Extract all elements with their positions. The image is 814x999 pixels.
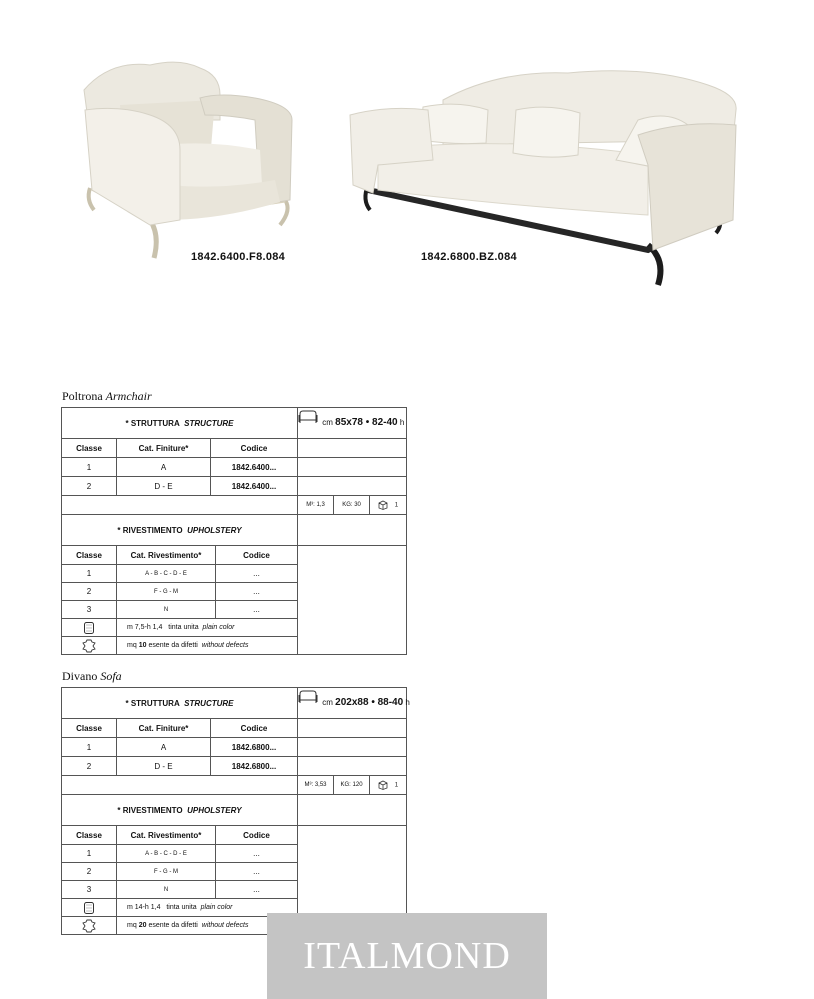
col-header-classe: Classe xyxy=(62,546,117,565)
table-row: 2 F - G - M ... xyxy=(62,863,407,881)
table-row: 3 N ... xyxy=(62,601,407,619)
leather-note: mq 20 esente da difetti without defects xyxy=(117,917,298,935)
sofa-code: 1842.6800.BZ.084 xyxy=(421,251,517,263)
sofa-image xyxy=(348,65,740,290)
col-header-cat: Cat. Finiture* xyxy=(117,719,211,738)
col-header-codice: Codice xyxy=(216,546,298,565)
table-row: 1 A 1842.6800... xyxy=(62,738,407,757)
table-row: 1 A - B - C - D - E ... xyxy=(62,845,407,863)
table-row: 3 N ... xyxy=(62,881,407,899)
leather-hide-icon xyxy=(82,639,96,653)
col-header-classe: Classe xyxy=(62,826,117,845)
boxes-count: 1 xyxy=(370,776,407,795)
table-row: 2 F - G - M ... xyxy=(62,583,407,601)
leather-note: mq 10 esente da difetti without defects xyxy=(117,637,298,655)
fabric-roll-icon xyxy=(83,621,95,635)
table-row: 1 A 1842.6400... xyxy=(62,458,407,477)
sofa-upholstery-header: * RIVESTIMENTO UPHOLSTERY xyxy=(62,795,298,826)
volume-m3: M³: 1,3 xyxy=(298,496,334,515)
table-row: 1 A - B - C - D - E ... xyxy=(62,565,407,583)
sofa-title-it: Divano xyxy=(62,669,98,683)
col-header-classe: Classe xyxy=(62,719,117,738)
armchair-section-title xyxy=(62,389,152,404)
armchair-code: 1842.6400.F8.084 xyxy=(191,251,286,263)
weight-kg: KG: 120 xyxy=(334,776,370,795)
sofa-section-title xyxy=(62,669,122,684)
armchair-spec-table xyxy=(61,407,406,655)
col-header-cat: Cat. Finiture* xyxy=(117,439,211,458)
brand-watermark: ITALMOND xyxy=(267,913,547,999)
armchair-image xyxy=(80,60,300,265)
table-row: 2 D - E 1842.6400... xyxy=(62,477,407,496)
armchair-title-it: Poltrona xyxy=(62,389,103,403)
fabric-roll-icon xyxy=(83,901,95,915)
box-icon xyxy=(378,780,388,790)
table-row: 2 D - E 1842.6800... xyxy=(62,757,407,776)
sofa-outline-icon xyxy=(298,690,318,704)
col-header-classe: Classe xyxy=(62,439,117,458)
armchair-upholstery-header: * RIVESTIMENTO UPHOLSTERY xyxy=(62,515,298,546)
col-header-cat-rivestimento: Cat. Rivestimento* xyxy=(117,826,216,845)
boxes-count: 1 xyxy=(370,496,407,515)
weight-kg: KG: 30 xyxy=(334,496,370,515)
box-icon xyxy=(378,500,388,510)
sofa-spec-table xyxy=(61,687,410,935)
armchair-dimensions: cm 85x78 • 82-40 h xyxy=(298,408,407,439)
volume-m3: M³: 3,53 xyxy=(298,776,334,795)
col-header-codice: Codice xyxy=(211,439,298,458)
leather-hide-icon xyxy=(82,919,96,933)
col-header-cat-rivestimento: Cat. Rivestimento* xyxy=(117,546,216,565)
col-header-codice: Codice xyxy=(211,719,298,738)
armchair-structure-header: * STRUTTURA STRUCTURE xyxy=(62,408,298,439)
col-header-codice: Codice xyxy=(216,826,298,845)
sofa-outline-icon xyxy=(298,410,318,424)
sofa-title-en: Sofa xyxy=(100,669,122,683)
fabric-note: m 7,5-h 1,4 tinta unita plain color xyxy=(117,619,298,637)
sofa-dimensions: cm 202x88 • 88-40 h xyxy=(298,688,407,719)
fabric-note: m 14-h 1,4 tinta unita plain color xyxy=(117,899,298,917)
armchair-title-en: Armchair xyxy=(105,389,152,403)
sofa-structure-header: * STRUTTURA STRUCTURE xyxy=(62,688,298,719)
